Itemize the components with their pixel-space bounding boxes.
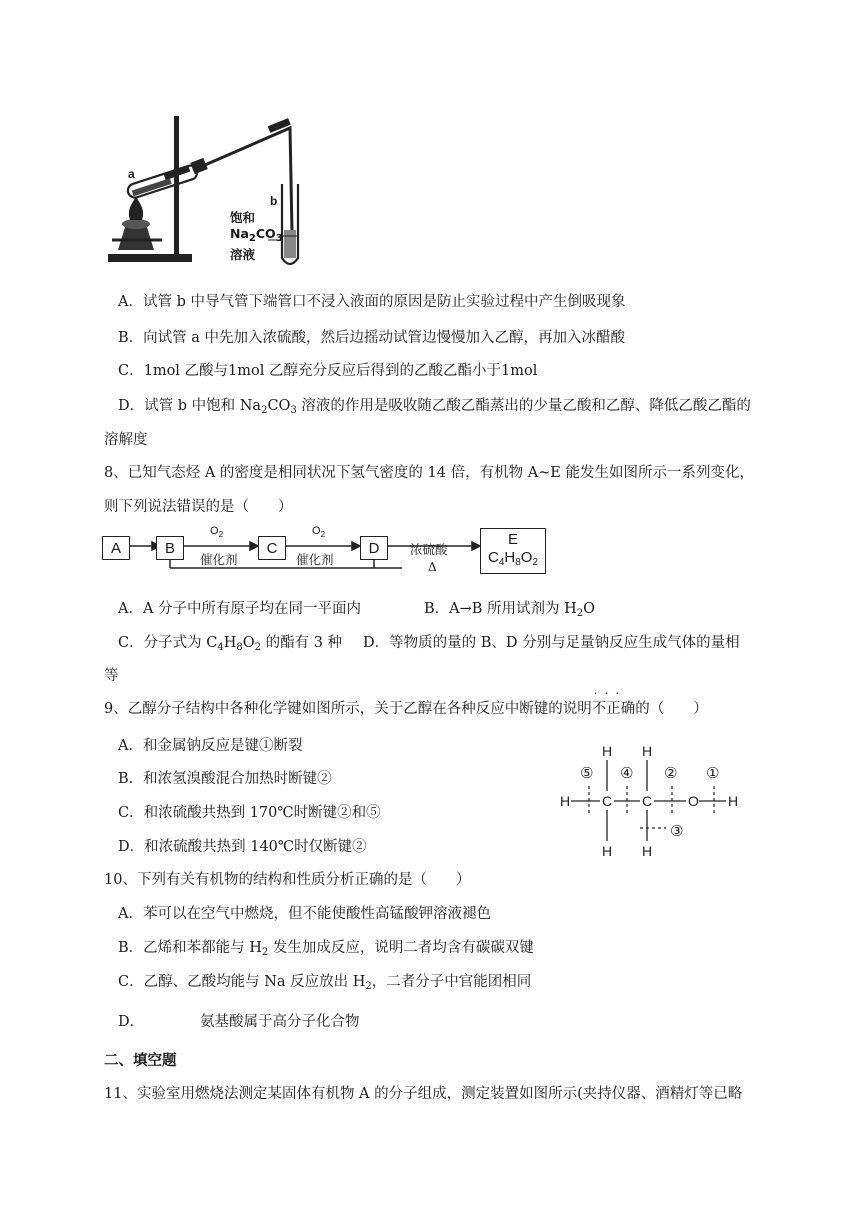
section-title: 二、填空题 — [104, 1053, 177, 1069]
q8-option-b: B．A→B 所用试剂为 $H_2O$ — [424, 601, 596, 619]
flow-heat: Δ — [428, 560, 437, 574]
esterification-apparatus — [100, 112, 320, 272]
bond-label-1: ① — [706, 765, 720, 782]
h-bottom-left: H — [602, 843, 613, 859]
q9-option-d: D．和浓硫酸共热到 140℃时仅断键② — [118, 839, 367, 855]
q7-option-d: D．试管 b 中饱和 $Na_2CO_3$ 溶液的作用是吸收随乙酸乙酯蒸出的少量乙酸和乙醇、降低乙酸乙酯的 — [118, 398, 751, 416]
flow-box-b: B — [156, 536, 184, 560]
q8-option-c: C．分子式为 $C_4H_8O_2$ 的酯有 3 种 — [118, 635, 343, 653]
q10-option-a: A．苯可以在空气中燃烧，但不能使酸性高锰酸钾溶液褪色 — [118, 906, 491, 922]
q10-option-d-text: 氨基酸属于高分子化合物 — [200, 1014, 360, 1030]
ethanol-structure — [556, 740, 756, 864]
h-top-left: H — [602, 743, 613, 759]
q9-option-c: C．和浓硫酸共热到 170℃时断键②和⑤ — [118, 805, 381, 821]
tube-a-label: a — [128, 167, 135, 181]
flow-o2-1: $O_2$ — [210, 525, 224, 539]
q11-stem: 11、实验室用燃烧法测定某固体有机物 A 的分子组成，测定装置如图所示(夹持仪器、酒精灯等已略 — [104, 1086, 743, 1102]
q8-stem-line2: 则下列说法错误的是（ ） — [104, 499, 293, 515]
q7-option-b: B．向试管 a 中先加入浓硫酸，然后边摇动试管边慢慢加入乙醇，再加入冰醋酸 — [118, 330, 626, 346]
q7-option-c: C．1mol 乙酸与1mol 乙醇充分反应后得到的乙酸乙酯小于1mol — [118, 363, 538, 379]
flow-catalyst-1: 催化剂 — [200, 552, 238, 567]
bond-label-5: ⑤ — [580, 765, 594, 782]
tube-b-label: b — [270, 194, 278, 208]
c2: C — [642, 793, 653, 809]
h-bottom-right: H — [642, 843, 653, 859]
q8-stem-line1: 8、已知气态烃 A 的密度是相同状况下氢气密度的 14 倍，有机物 A~E 能发生如图所示一系列变化， — [104, 465, 755, 481]
o-atom: O — [688, 793, 699, 809]
bond-label-4: ④ — [620, 765, 634, 782]
bond-label-2: ② — [664, 765, 678, 782]
q8-option-d-cont: 等 — [104, 668, 119, 684]
q10-option-d-label: D． — [118, 1014, 145, 1030]
q9-stem: 9、乙醇分子结构中各种化学键如图所示，关于乙醇在各种反应中断键的说明不正确 · · ·的（ ） — [104, 697, 708, 718]
flow-o2-2: $O_2$ — [312, 525, 326, 539]
h-top-right: H — [642, 743, 653, 759]
solution-label: 饱和 $Na_2CO_3$ 溶液 — [230, 210, 283, 262]
h-right: H — [728, 793, 739, 809]
flow-box-e: E $C_4H_8O_2$ — [480, 528, 546, 574]
h-left: H — [560, 793, 571, 809]
q10-stem: 10、下列有关有机物的结构和性质分析正确的是（ ） — [104, 872, 471, 888]
q7-option-a: A．试管 b 中导气管下端管口不浸入液面的原因是防止实验过程中产生倒吸现象 — [118, 294, 626, 310]
flow-box-a: A — [102, 536, 130, 560]
flow-box-c: C — [258, 536, 286, 560]
q10-option-b: B．乙烯和苯都能与 $H_2$ 发生加成反应，说明二者均含有碳碳双键 — [118, 940, 534, 958]
q7-option-d-cont: 溶解度 — [104, 432, 148, 448]
bond-label-3: ③ — [670, 823, 684, 840]
flow-catalyst-2: 催化剂 — [296, 552, 334, 567]
q10-option-c: C．乙醇、乙酸均能与 Na 反应放出 $H_2$，二者分子中官能团相同 — [118, 974, 532, 992]
q9-option-b: B．和浓氢溴酸混合加热时断键② — [118, 771, 332, 787]
flow-box-d: D — [360, 536, 388, 560]
flow-conc-acid: 浓硫酸 — [410, 542, 448, 557]
q9-option-a: A．和金属钠反应是键①断裂 — [118, 738, 303, 754]
q8-option-d: D．等物质的量的 B、D 分别与足量钠反应生成气体的量相 — [363, 635, 740, 651]
q8-option-a: A．A 分子中所有原子均在同一平面内 — [118, 601, 362, 617]
c1: C — [602, 793, 613, 809]
